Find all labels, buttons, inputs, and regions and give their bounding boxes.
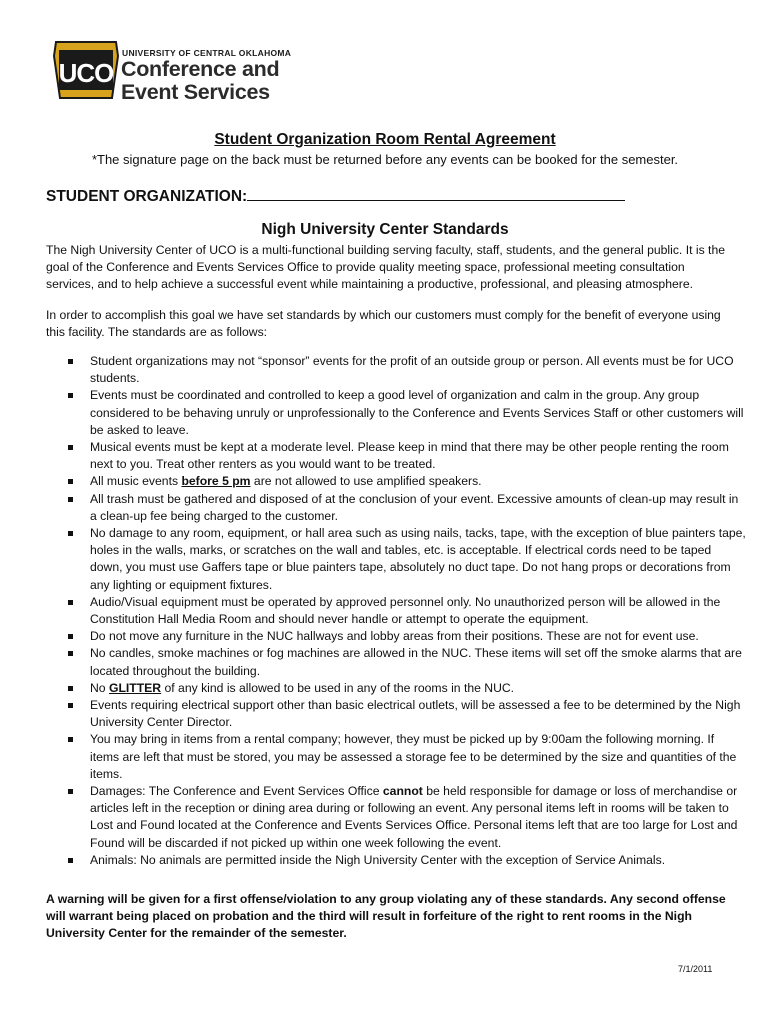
dept-name-line2: Event Services — [121, 80, 270, 104]
bullet-icon — [68, 703, 73, 708]
bullet-icon — [68, 445, 73, 450]
list-item: No GLITTER of any kind is allowed to be used in any of the rooms in the NUC. — [46, 680, 746, 697]
list-item: All music events before 5 pm are not allowed to use amplified speakers. — [46, 473, 746, 490]
list-item: Musical events must be kept at a moderate level. Please keep in mind that there may be other people renting the room next to you. Treat other renters as you would want to be treated. — [46, 439, 746, 473]
bullet-icon — [68, 359, 73, 364]
uco-logo — [52, 36, 292, 104]
section-title: Nigh University Center Standards — [261, 221, 509, 238]
org-blank-line[interactable] — [247, 186, 625, 201]
list-item: Audio/Visual equipment must be operated by approved personnel only. No unauthorized person will be allowed in the Constitution Hall Media Room and should never handle or attempt to operate the equipment. — [46, 594, 746, 628]
list-item: All trash must be gathered and disposed of at the conclusion of your event. Excessive amounts of clean-up may result in a clean-up fee being charged to the customer. — [46, 491, 746, 525]
student-organization-field[interactable] — [46, 186, 625, 206]
logo-letters: UCO — [58, 58, 114, 88]
bullet-icon — [68, 651, 73, 656]
list-item: Damages: The Conference and Event Services Office cannot be held responsible for damage or loss of merchandise or articles left in the reception or dining area during or following an event. Any personal items left in rooms will be taken to Lost and Found located at the Conference and Events Services Office. Personal items left that are too large for Lost and Found will be discarded if not picked up within one week following the event. — [46, 783, 746, 852]
uco-emblem-icon — [52, 36, 120, 102]
bullet-icon — [68, 634, 73, 639]
lead-in-paragraph: In order to accomplish this goal we have set standards by which our customers must comply for the benefit of everyone using this facility. The standards are as follows: — [46, 308, 721, 340]
bullet-icon — [68, 531, 73, 536]
bullet-icon — [68, 600, 73, 605]
bullet-icon — [68, 686, 73, 691]
intro-paragraph: The Nigh University Center of UCO is a multi-functional building serving faculty, staff, students, and the general public. It is the goal of the Conference and Events Services Office to provide quality meeting space, professional meeting consultation services, and to help achieve a successful event while maintaining a productive, professional, and pleasing atmosphere. — [46, 243, 725, 292]
list-item: No damage to any room, equipment, or hall area such as using nails, tacks, tape, with the exception of blue painters tape, holes in the walls, marks, or scratches on the wall and tables, etc. is acceptable. If electrical cords need to be taped down, you must use Gaffers tape or blue painters tape, absolutely no duct tape. Do not hang props or decorations from any lighting or equipment fixtures. — [46, 525, 746, 594]
dept-name-line1: Conference and — [121, 57, 280, 81]
bullet-icon — [68, 393, 73, 398]
university-name: UNIVERSITY OF CENTRAL OKLAHOMA — [122, 48, 292, 58]
list-item: No candles, smoke machines or fog machines are allowed in the NUC. These items will set off the smoke alarms that are located throughout the building. — [46, 645, 746, 679]
list-item: Events requiring electrical support other than basic electrical outlets, will be assessed a fee to be determined by the Nigh University Center Director. — [46, 697, 746, 731]
bullet-icon — [68, 479, 73, 484]
bullet-icon — [68, 858, 73, 863]
org-label: STUDENT ORGANIZATION: — [46, 188, 248, 205]
list-item: Do not move any furniture in the NUC hallways and lobby areas from their positions. These are not for event use. — [46, 628, 746, 645]
warning-paragraph: A warning will be given for a first offense/violation to any group violating any of these standards. Any second offense will warrant being placed on probation and the third will result in forfeiture of the right to rent rooms in the Nigh University Center for the remainder of the semester. — [46, 892, 726, 941]
bullet-icon — [68, 789, 73, 794]
standards-list — [46, 353, 746, 869]
list-item: Animals: No animals are permitted inside the Nigh University Center with the exception of Service Animals. — [46, 852, 746, 869]
bullet-icon — [68, 497, 73, 502]
signature-note: *The signature page on the back must be returned before any events can be booked for the semester. — [91, 152, 679, 167]
list-item: You may bring in items from a rental company; however, they must be picked up by 9:00am the following morning. If items are left that must be stored, you may be assessed a storage fee to be determined by the size and quantities of the items. — [46, 731, 746, 783]
bullet-icon — [68, 737, 73, 742]
document-title: Student Organization Room Rental Agreement — [214, 131, 556, 148]
revision-date: 7/1/2011 — [678, 964, 713, 974]
list-item: Events must be coordinated and controlled to keep a good level of organization and calm in the group. Any group considered to be behaving unruly or unprofessionally to the Conference and Events Services Staff or other customers will be asked to leave. — [46, 387, 746, 439]
list-item: Student organizations may not “sponsor” events for the profit of an outside group or person. All events must be for UCO students. — [46, 353, 746, 387]
